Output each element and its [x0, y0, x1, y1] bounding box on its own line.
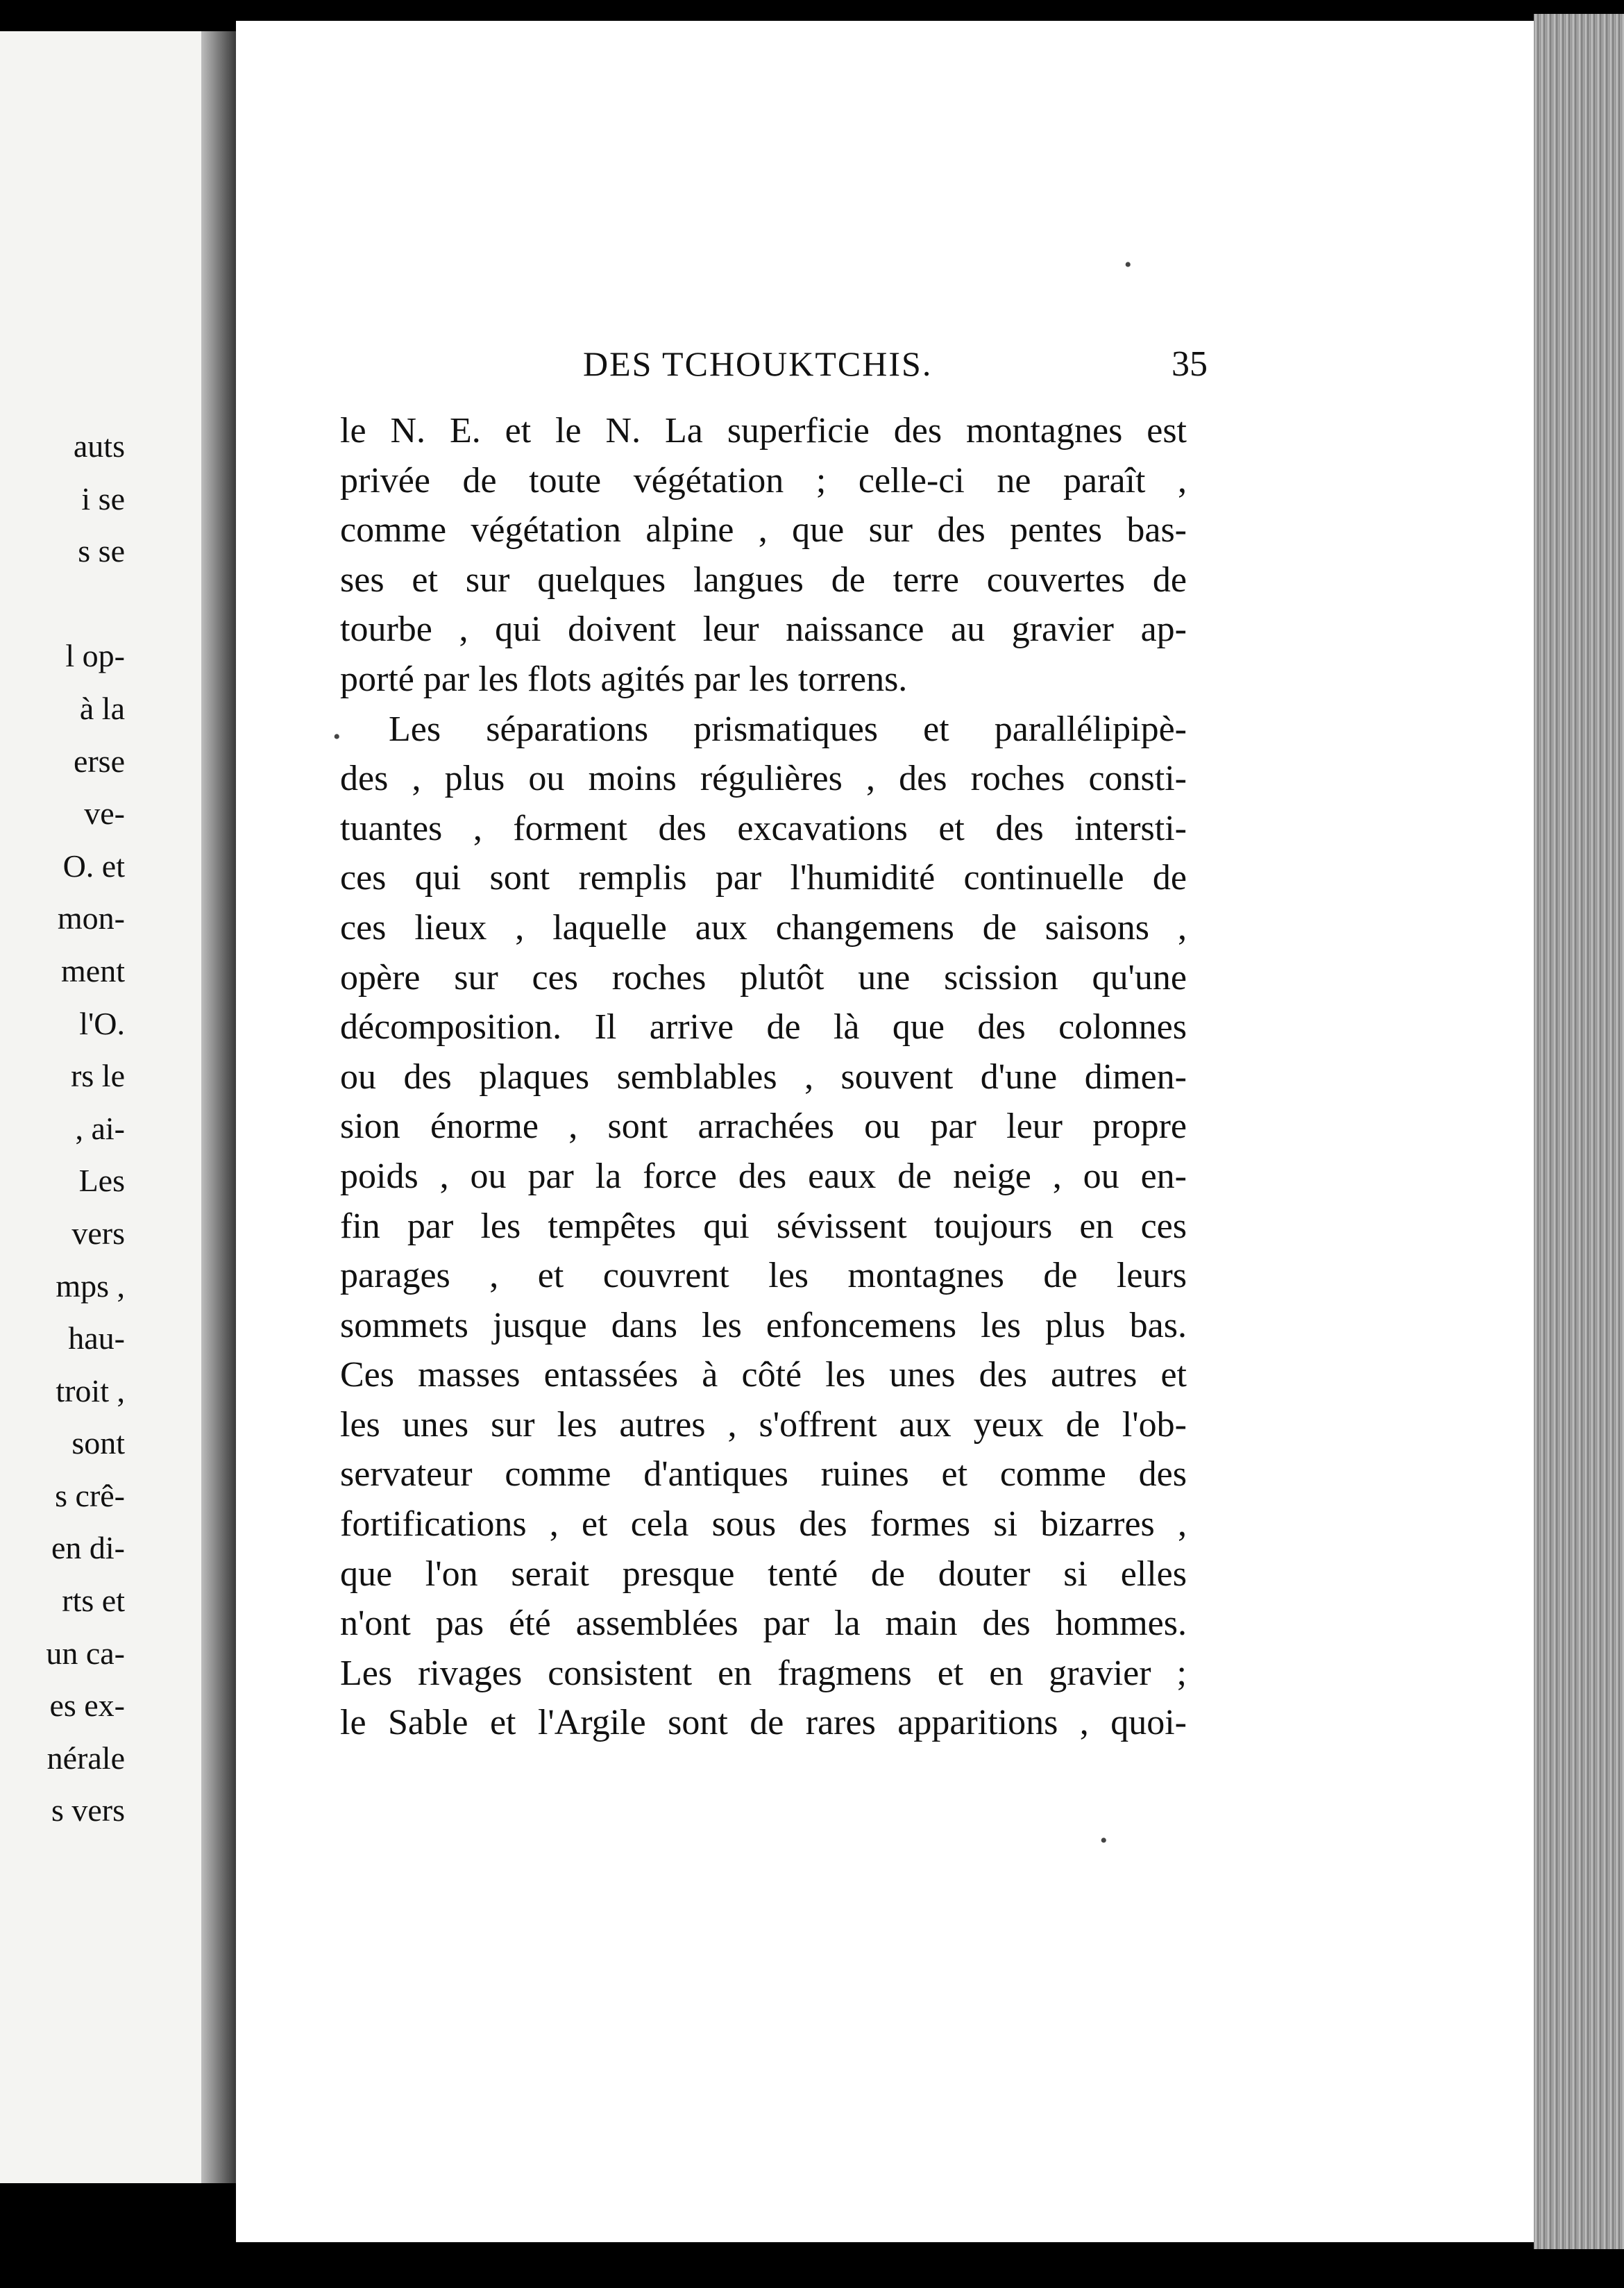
text-line: n'ont pas été assemblées par la main des hommes. [340, 1604, 1187, 1644]
text-line: sion énorme , sont arrachées ou par leur propre [340, 1107, 1187, 1147]
left-fragment: mps , [56, 1268, 125, 1304]
text-line: ces qui sont remplis par l'humidité continuelle de [340, 858, 1187, 898]
left-fragment: sont [71, 1425, 125, 1461]
text-line: servateur comme d'antiques ruines et comme des [340, 1454, 1187, 1495]
left-fragment: mon- [57, 900, 125, 936]
left-fragment: erse [73, 743, 125, 779]
ink-speck-icon: • [333, 725, 341, 748]
left-fragment: troit , [56, 1372, 125, 1408]
text-line: poids , ou par la force des eaux de neige , ou en- [340, 1156, 1187, 1196]
text-line: opère sur ces roches plutôt une scission qu'une [340, 957, 1187, 998]
text-line: ou des plaques semblables , souvent d'une dimen- [340, 1057, 1187, 1097]
page-number: 35 [1172, 344, 1208, 384]
book-gutter [201, 31, 236, 2183]
left-fragment: s vers [51, 1792, 125, 1828]
text-line: le N. E. et le N. La superficie des montagnes est [340, 411, 1187, 451]
body-text [340, 406, 1187, 1748]
text-line: ces lieux , laquelle aux changemens de saisons , [340, 907, 1187, 948]
left-fragment [0, 578, 201, 630]
text-line: sommets jusque dans les enfoncemens les plus bas. [340, 1305, 1187, 1345]
left-fragment: hau- [68, 1320, 125, 1356]
text-line: fin par les tempêtes qui sévissent toujours en ces [340, 1206, 1187, 1246]
left-fragment: rts et [62, 1583, 125, 1619]
text-line: Les séparations prismatiques et parallélipipè- [389, 709, 1187, 749]
text-line: comme végétation alpine , que sur des pentes bas- [340, 510, 1187, 550]
left-fragment: en di- [51, 1530, 125, 1566]
left-fragment: , ai- [75, 1110, 125, 1146]
left-fragment: l'O. [79, 1005, 125, 1041]
page-header [333, 344, 1208, 399]
text-line: fortifications , et cela sous des formes si bizarres , [340, 1504, 1187, 1545]
left-fragment: nérale [46, 1740, 125, 1776]
left-fragment: Les [78, 1163, 125, 1199]
left-fragment: ment [61, 952, 125, 989]
left-fragment: ve- [84, 796, 125, 832]
ink-speck-icon: • [1124, 253, 1132, 276]
text-line: ses et sur quelques langues de terre couvertes de [340, 560, 1187, 600]
left-fragment: auts [73, 428, 125, 464]
ink-speck-icon: • [1100, 1829, 1108, 1852]
left-fragment: rs le [71, 1058, 125, 1094]
text-line: le Sable et l'Argile sont de rares apparitions , quoi- [340, 1703, 1187, 1743]
text-line: des , plus ou moins régulières , des roches consti- [340, 759, 1187, 799]
text-line: privée de toute végétation ; celle-ci ne paraît , [340, 460, 1187, 500]
left-fragment: O. et [62, 848, 125, 884]
left-fragment: i se [81, 480, 125, 516]
left-fragment: vers [71, 1215, 125, 1251]
text-line: tuantes , forment des excavations et des intersti- [340, 808, 1187, 848]
paragraph-1 [340, 406, 1187, 705]
left-fragment: un ca- [46, 1635, 125, 1671]
left-fragment: s se [78, 533, 125, 569]
paragraph-2 [340, 705, 1187, 1748]
left-page [0, 31, 201, 2183]
text-line: Ces masses entassées à côté les unes des autres et [340, 1355, 1187, 1395]
page-edge [1534, 14, 1624, 2249]
text-line: parages , et couvrent les montagnes de leurs [340, 1256, 1187, 1296]
text-line: Les rivages consistent en fragmens et en gravier ; [340, 1653, 1187, 1693]
text-line: décomposition. Il arrive de là que des colonnes [340, 1007, 1187, 1048]
left-fragment: es ex- [49, 1688, 125, 1724]
left-fragment: à la [79, 690, 125, 726]
text-line: tourbe , qui doivent leur naissance au gravier ap- [340, 609, 1187, 650]
text-line: les unes sur les autres , s'offrent aux yeux de l'ob- [340, 1404, 1187, 1445]
text-line: porté par les flots agités par les torrens. [340, 659, 908, 699]
left-fragment: l op- [65, 638, 125, 674]
running-head: DES TCHOUKTCHIS. [583, 344, 933, 383]
left-page-text-fragments [0, 420, 201, 1837]
left-fragment: s crê- [55, 1477, 125, 1513]
text-line: que l'on serait presque tenté de douter si elles [340, 1554, 1187, 1594]
